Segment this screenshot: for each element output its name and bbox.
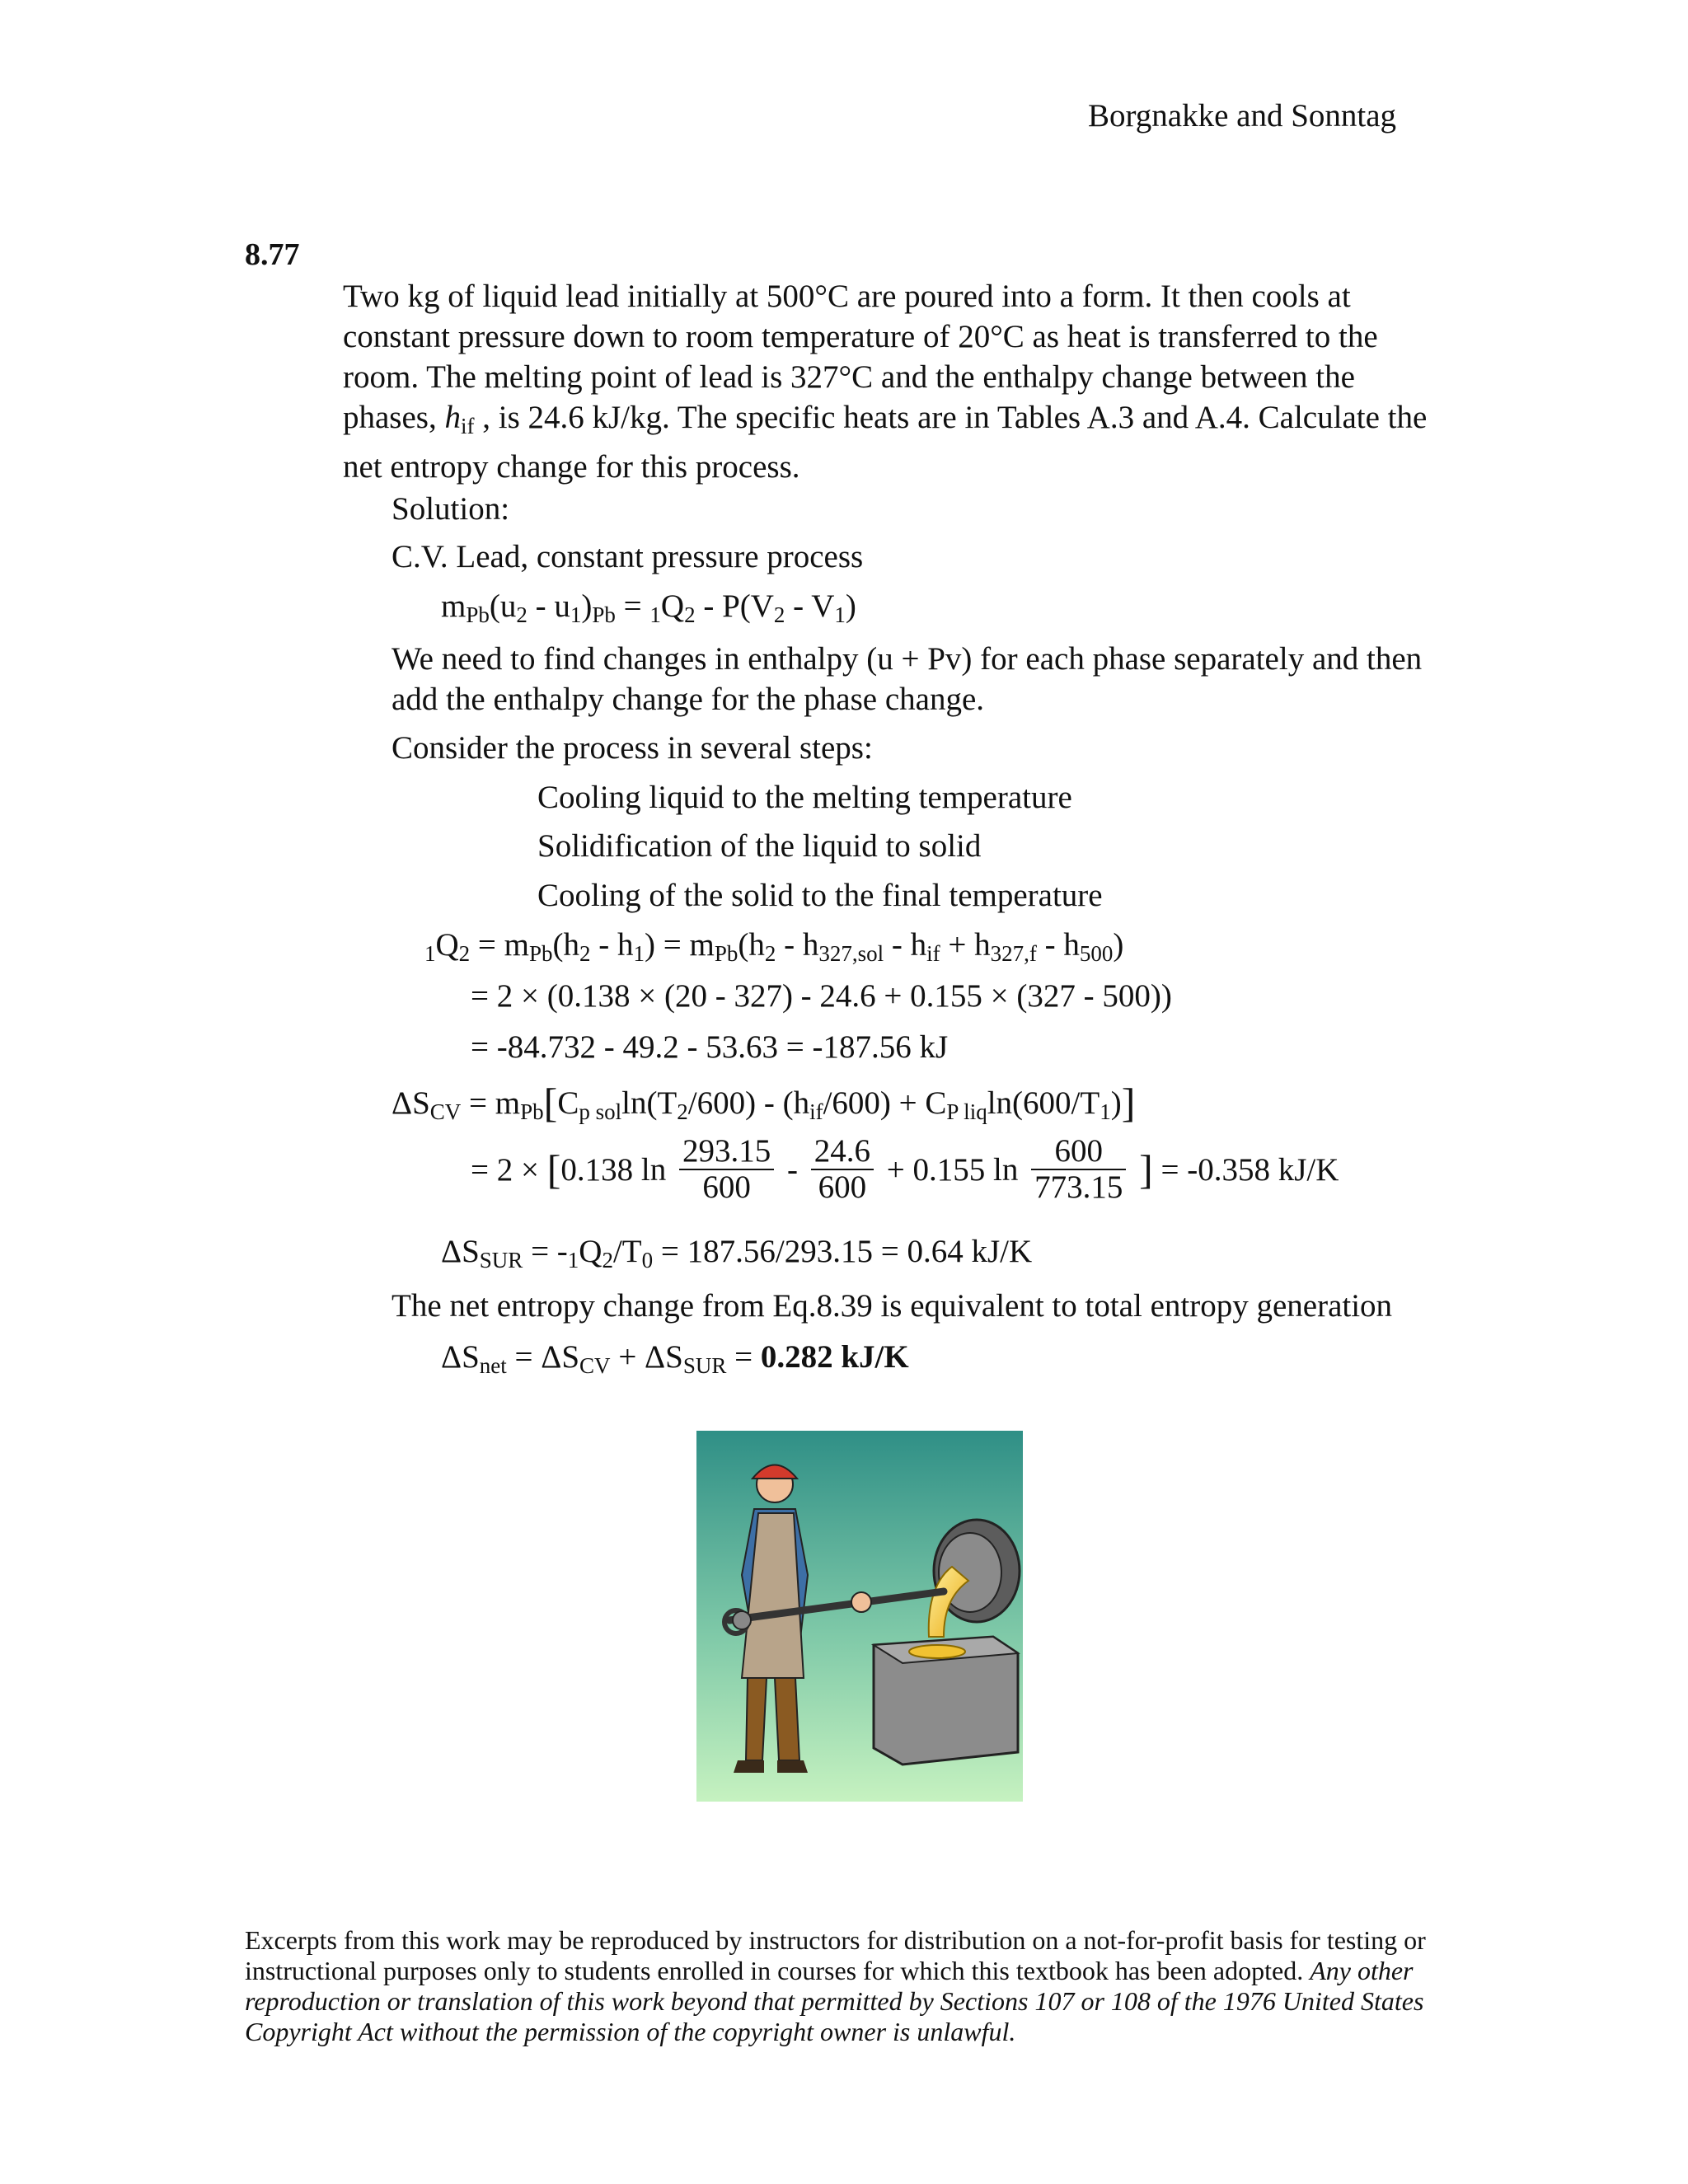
net-entropy-equation: ΔSnet = ΔSCV + ΔSSUR = 0.282 kJ/K (441, 1339, 909, 1378)
control-volume-text: C.V. Lead, constant pressure process (392, 539, 864, 574)
page-header-authors: Borgnakke and Sonntag (1088, 98, 1397, 134)
fraction-t2-over-600: $\frac{293.15}{600}$ (679, 1134, 774, 1205)
fraction-600-over-t1: $\frac{600}{773.15}$ (1031, 1134, 1126, 1205)
fraction-hif-over-600: $\frac{24.6}{600}$ (811, 1134, 874, 1205)
copyright-footer: Excerpts from this work may be reproduced by instructors for distribution on a not-for-profit basis for testing or instructional purposes only to students enrolled in courses for which this textbook has been adopted. Any other reproduction or translation of this work beyond that permitted by Sections 107 or 108 of the 1976 United States Copyright Act without the permission of the copyright owner is unlawful. (245, 1925, 1426, 2046)
worker-pouring-molten-lead-illustration (696, 1431, 1023, 1802)
step-1: Cooling liquid to the melting temperature (537, 780, 1072, 815)
problem-number: 8.77 (245, 237, 300, 272)
steps-intro: Consider the process in several steps: (392, 730, 873, 766)
step-2: Solidification of the liquid to solid (537, 828, 982, 864)
heat-equation-line-3: = -84.732 - 49.2 - 53.63 = -187.56 kJ (471, 1029, 949, 1065)
entropy-cv-equation-line-2: = 2 × [0.138 ln $\frac{293.15}{600}$ - $\frac{24.6}{600}$ + 0.155 ln $\frac{600}{773.15}$ ] = -0.358 kJ/K (471, 1133, 1339, 1205)
energy-equation: mPb(u2 - u1)Pb = 1Q2 - P(V2 - V1) (441, 588, 856, 627)
entropy-cv-equation-line-1: ΔSCV = mPb[Cp solln(T2/600) - (hif/600) + CP liqln(600/T1)] (392, 1080, 1136, 1126)
enthalpy-explanation: We need to find changes in enthalpy (u + Pv) for each phase separately and then add the enthalpy change for the phase change. (392, 641, 1423, 717)
step-3: Cooling of the solid to the final temperature (537, 878, 1103, 913)
net-entropy-result: 0.282 kJ/K (760, 1339, 909, 1375)
entropy-surroundings-equation: ΔSSUR = -1Q2/T0 = 187.56/293.15 = 0.64 kJ/K (441, 1234, 1033, 1272)
heat-equation-line-2: = 2 × (0.138 × (20 - 327) - 24.6 + 0.155 × (327 - 500)) (471, 978, 1172, 1014)
solution-label: Solution: (392, 491, 510, 527)
heat-equation-line-1: 1Q2 = mPb(h2 - h1) = mPb(h2 - h327,sol - hif + h327,f - h500) (424, 927, 1124, 966)
problem-statement: Two kg of liquid lead initially at 500°C are poured into a form. It then cools at constant pressure down to room temperature of 20°C as heat is transferred to the room. The melting point of lead is 327°C and the enthalpy change between the phases, $h_{if}$ , is 24.6 kJ/kg. The specific heats are in Tables A.3 and A.4. Calculate the net entropy change for this process. (343, 279, 1428, 485)
net-entropy-text: The net entropy change from Eq.8.39 is equivalent to total entropy generation (392, 1288, 1393, 1324)
